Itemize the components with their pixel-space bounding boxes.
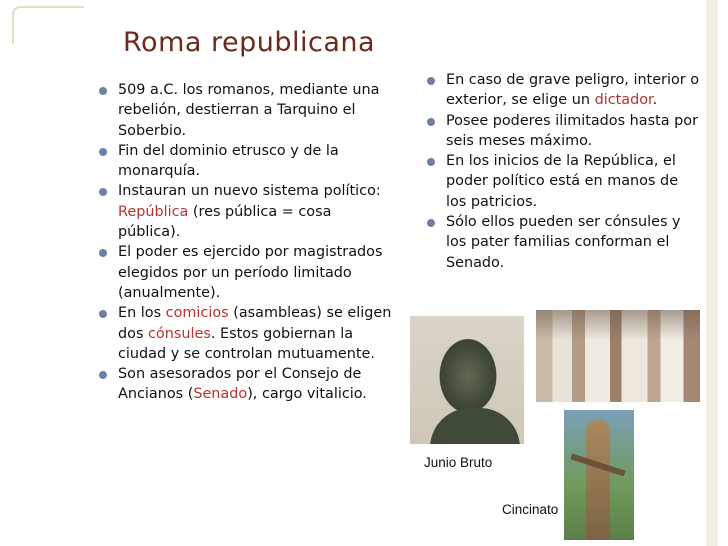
right-bullet-list (424, 70, 700, 273)
bullet-item (96, 181, 392, 242)
bullet-text: En caso de grave peligro, interior o exterior, se elige un (446, 72, 700, 109)
highlighted-term: cónsules (148, 325, 211, 342)
bullet-item (424, 212, 700, 273)
bullet-text: Son asesorados por el Consejo de Ancianos ( (118, 366, 362, 403)
bullet-item (424, 151, 700, 212)
bullet-text: El poder es ejercido por magistrados elegidos por un período limitado (anualmente). (118, 244, 383, 301)
bullet-text: Fin del dominio etrusco y de la monarquía. (118, 142, 339, 180)
bullet-item (96, 303, 392, 364)
bullet-item (96, 141, 392, 182)
bullet-item (424, 70, 700, 111)
junio-bruto-bust-image (410, 316, 524, 444)
highlighted-term: dictador (594, 92, 653, 109)
bullet-text: En los inicios de la República, el poder político está en manos de los patricios. (446, 153, 679, 210)
bullet-item (96, 364, 392, 405)
bullet-text: (res pública = cosa pública). (118, 203, 332, 241)
bullet-text: (asambleas) se eligen dos (118, 305, 392, 342)
roman-senate-image (536, 310, 700, 402)
bullet-text: . Estos gobiernan la ciudad y se controlan mutuamente. (118, 325, 375, 362)
junio-bruto-caption: Junio Bruto (424, 455, 493, 470)
bullet-item (96, 80, 392, 141)
bullet-text: Instauran un nuevo sistema político: (118, 183, 381, 200)
bullet-text: 509 a.C. los romanos, mediante una rebelión, destierran a Tarquino el Soberbio. (118, 82, 380, 139)
bullet-item (96, 242, 392, 303)
highlighted-term: Senado (193, 386, 248, 403)
highlighted-term: comicios (165, 305, 229, 322)
slide-frame-right (706, 0, 718, 546)
bullet-text: ), cargo vitalicio. (247, 386, 367, 403)
cincinato-caption: Cincinato (502, 502, 559, 517)
bullet-text: Posee poderes ilimitados hasta por seis meses máximo. (446, 112, 699, 149)
bullet-text: En los (118, 305, 166, 322)
slide-corner-decoration (12, 6, 84, 44)
left-bullet-list (96, 80, 392, 405)
slide-title: Roma republicana (123, 27, 376, 58)
bullet-item (424, 111, 700, 152)
bullet-text: Sólo ellos pueden ser cónsules y los pater familias conforman el Senado. (446, 214, 681, 271)
bullet-text: . (652, 92, 658, 109)
highlighted-term: República (118, 203, 189, 220)
cincinato-statue-image (564, 410, 634, 540)
